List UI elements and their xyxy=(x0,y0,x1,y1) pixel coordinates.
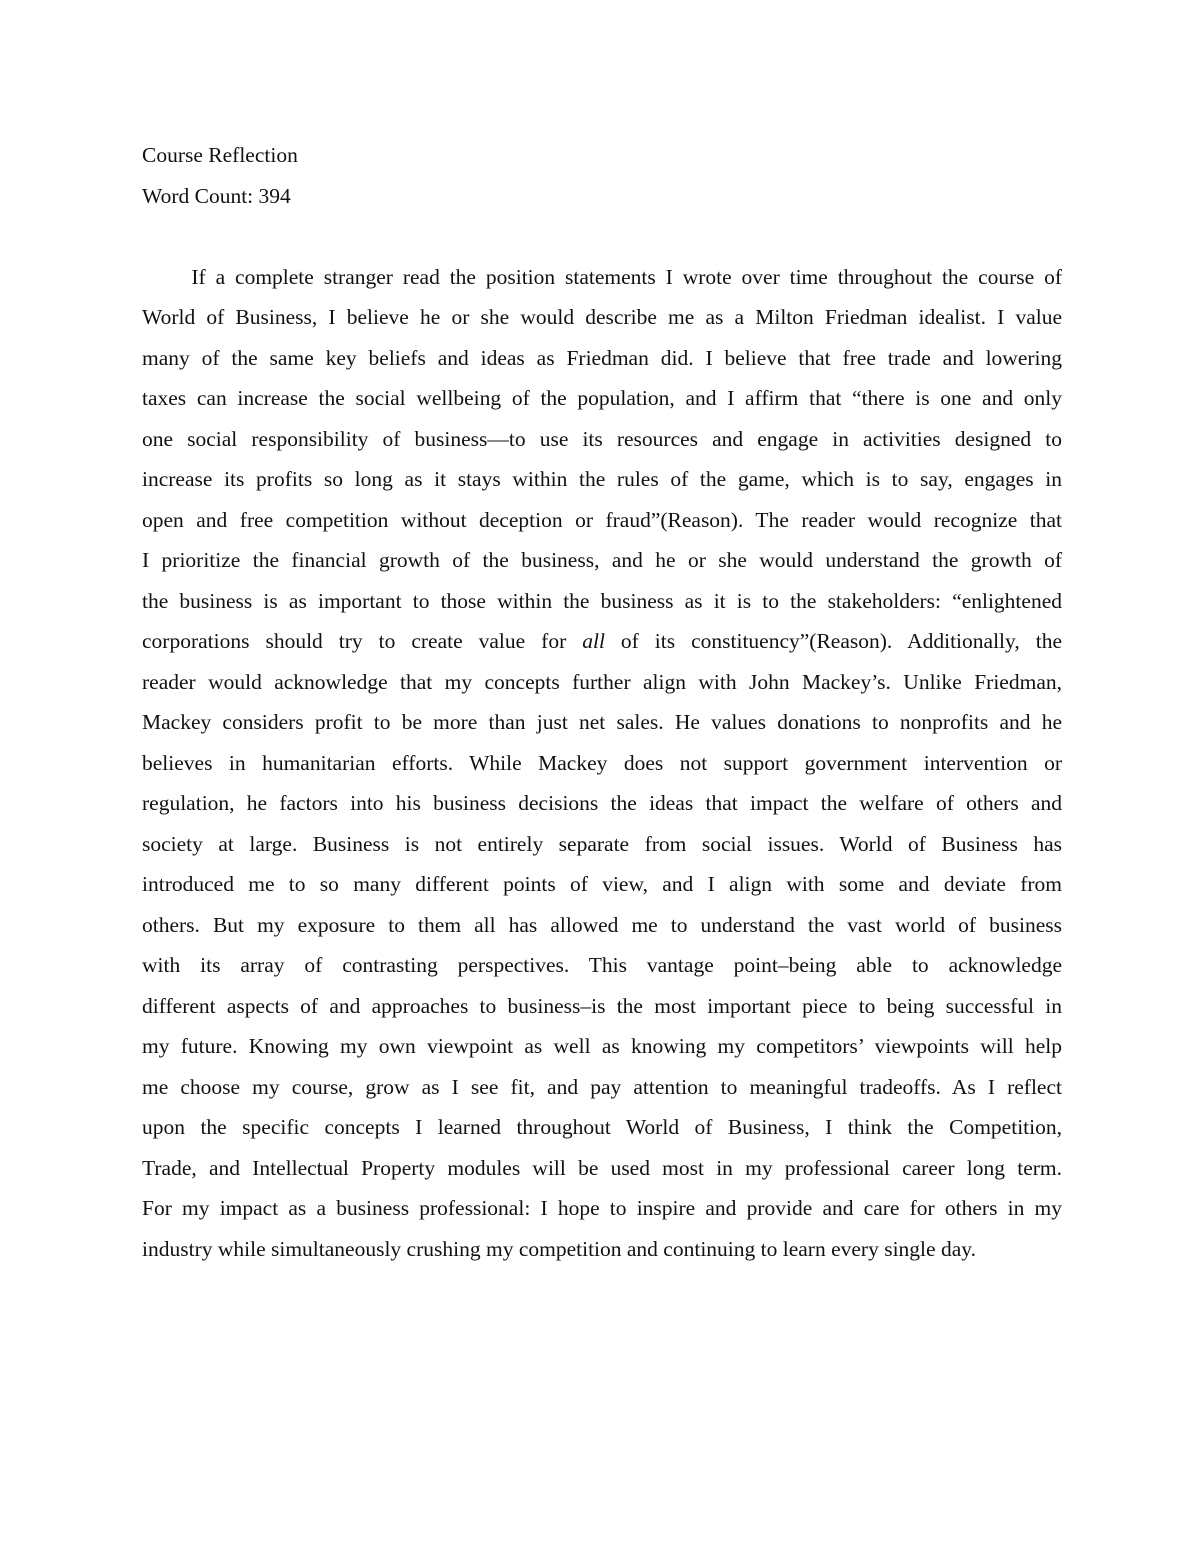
paragraph-line-5: one social responsibility of business—to use its resources and engage in activities designed to xyxy=(142,426,1062,451)
document-body xyxy=(142,135,1062,1269)
paragraph-line-13: believes in humanitarian efforts. While Mackey does not support government intervention or xyxy=(142,750,1062,775)
line-10-after: of its constituency”(Reason). Additionally, the xyxy=(604,629,1062,653)
paragraph-line-10 xyxy=(142,621,1062,662)
paragraph-line-2: World of Business, I believe he or she would describe me as a Milton Friedman idealist. I value xyxy=(142,305,1062,329)
paragraph-line-24: For my impact as a business professional: I hope to inspire and provide and care for others in my xyxy=(142,1196,1062,1220)
paragraph-line-21: me choose my course, grow as I see fit, and pay attention to meaningful tradeoffs. As I reflect xyxy=(142,1074,1062,1099)
paragraph-line-8: I prioritize the financial growth of the business, and he or she would understand the growth of xyxy=(142,548,1062,572)
paragraph-line-6: increase its profits so long as it stays within the rules of the game, which is to say, engages in xyxy=(142,467,1062,491)
paragraph-line-9: the business is as important to those within the business as it is to the stakeholders: “enlightened xyxy=(142,588,1062,613)
paragraph-line-7: open and free competition without deception or fraud”(Reason). The reader would recognize that xyxy=(142,507,1062,532)
paragraph-line-16: introduced me to so many different points of view, and I align with some and deviate from xyxy=(142,872,1062,896)
paragraph-line-19: different aspects of and approaches to business–is the most important piece to being successful in xyxy=(142,993,1062,1018)
paragraph-line-3: many of the same key beliefs and ideas as Friedman did. I believe that free trade and lowering xyxy=(142,345,1062,370)
paragraph-line-12: Mackey considers profit to be more than just net sales. He values donations to nonprofits and he xyxy=(142,710,1062,734)
paragraph-line-22: upon the specific concepts I learned throughout World of Business, I think the Competition, xyxy=(142,1115,1062,1139)
word-count: Word Count: 394 xyxy=(142,183,291,208)
paragraph-line-1: If a complete stranger read the position statements I wrote over time throughout the course of xyxy=(142,264,1062,289)
paragraph-line-14: regulation, he factors into his business decisions the ideas that impact the welfare of others and xyxy=(142,791,1062,815)
paragraph-line-20: my future. Knowing my own viewpoint as well as knowing my competitors’ viewpoints will help xyxy=(142,1034,1062,1058)
document-title: Course Reflection xyxy=(142,143,298,167)
blank-line xyxy=(142,216,1062,257)
italic-emphasis: all xyxy=(582,629,605,653)
paragraph-line-25: industry while simultaneously crushing my competition and continuing to learn every single day. xyxy=(142,1236,976,1261)
paragraph-line-11: reader would acknowledge that my concepts further align with John Mackey’s. Unlike Friedman, xyxy=(142,669,1062,694)
paragraph-line-23: Trade, and Intellectual Property modules will be used most in my professional career long term. xyxy=(142,1155,1062,1180)
paragraph-line-17: others. But my exposure to them all has allowed me to understand the vast world of business xyxy=(142,912,1062,937)
paragraph-line-4: taxes can increase the social wellbeing of the population, and I affirm that “there is one and only xyxy=(142,386,1062,410)
line-10-before: corporations should try to create value for xyxy=(142,629,583,653)
paragraph-line-15: society at large. Business is not entirely separate from social issues. World of Business has xyxy=(142,831,1062,856)
paragraph-line-18: with its array of contrasting perspectives. This vantage point–being able to acknowledge xyxy=(142,953,1062,977)
